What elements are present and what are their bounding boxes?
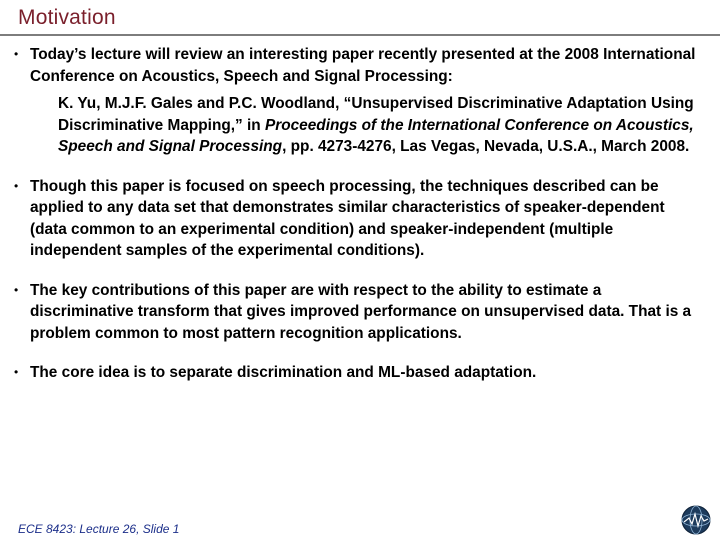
slide-title: Motivation — [18, 6, 116, 29]
bullet-text: Today’s lecture will review an interesting paper recently presented at the 2008 International Conference on Acoustics, Speech and Signal Processing: — [30, 46, 696, 85]
title-divider — [0, 34, 720, 36]
bullet-text: The key contributions of this paper are with respect to the ability to estimate a discriminative transform that gives improved performance on unsupervised data. That is a problem common to most pattern recognition applications. — [30, 281, 692, 342]
bullet-item — [14, 176, 704, 262]
citation-details: , pp. 4273-4276, Las Vegas, Nevada, U.S.A., March 2008. — [282, 138, 690, 155]
isip-globe-logo-icon — [680, 504, 712, 536]
bullet-marker: • — [14, 47, 19, 61]
citation-authors-title: K. Yu, M.J.F. Gales and P.C. Woodland, “Unsupervised Discriminative Adaptation Using Discriminative Mapping,” in — [58, 95, 694, 134]
bullet-text: The core idea is to separate discrimination and ML-based adaptation. — [30, 364, 537, 381]
bullet-item — [14, 362, 704, 384]
citation-venue: Proceedings of the International Conference on Acoustics, Speech and Signal Processing — [58, 116, 694, 155]
bullet-text: Though this paper is focused on speech processing, the techniques described can be applied to any data set that demonstrates similar characteristics of speaker-dependent (data common to an experimental condition) and speaker-independent (multiple independent samples of the experimental conditions). — [30, 177, 665, 259]
bullet-marker: • — [14, 178, 19, 193]
bullet-item — [14, 44, 704, 158]
bullet-item — [14, 280, 704, 345]
bullet-marker: • — [14, 282, 19, 297]
paper-citation — [58, 93, 704, 158]
slide-body — [14, 44, 704, 402]
slide-footer: ECE 8423: Lecture 26, Slide 1 — [18, 522, 180, 536]
bullet-marker: • — [14, 365, 19, 379]
